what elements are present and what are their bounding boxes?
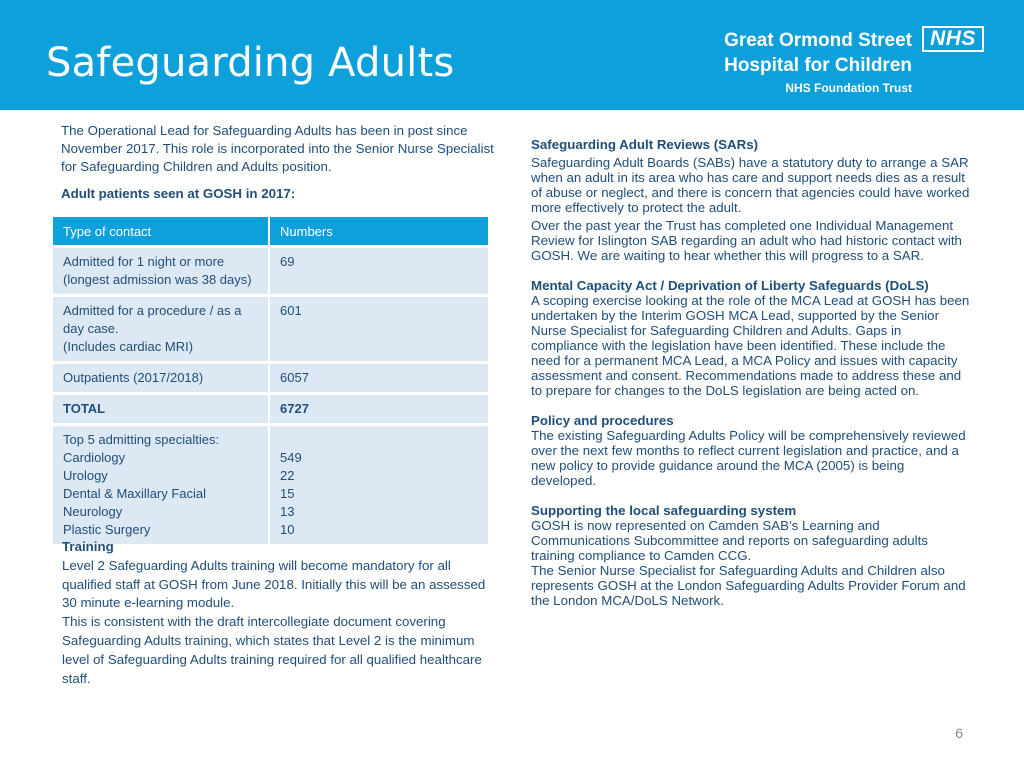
specialty-name: Plastic Surgery — [63, 522, 151, 537]
table-cell-value: 601 — [270, 297, 488, 361]
sars-heading: Safeguarding Adult Reviews (SARs) — [531, 137, 759, 152]
training-section — [62, 538, 492, 688]
specialty-name: Cardiology — [63, 450, 126, 465]
page-title: Safeguarding Adults — [46, 40, 455, 86]
table-header-type: Type of contact — [53, 217, 270, 245]
specialty-value: 13 — [280, 504, 295, 519]
policy-paragraph: The existing Safeguarding Adults Policy will be comprehensively reviewed over the next few months to reflect current legislation and practice, and a new policy to provide guidance around the MCA (2005) is being developed. — [531, 428, 966, 488]
table-cell-label — [53, 364, 270, 392]
table-row-specialties — [53, 426, 488, 544]
specialty-value: 549 — [280, 450, 302, 465]
mca-section — [531, 278, 971, 398]
mca-heading: Mental Capacity Act / Deprivation of Liberty Safeguards (DoLS) — [531, 278, 929, 293]
cell-line: TOTAL — [63, 401, 106, 416]
sars-paragraph-1: Safeguarding Adult Boards (SABs) have a statutory duty to arrange a SAR when an adult in its area who has care and support needs dies as a result of abuse or neglect, and there is concern that agencies could have worked more effectively to protect the adult. — [531, 155, 970, 215]
training-body-2: This is consistent with the draft intercollegiate document covering Safeguarding Adults training, which states that Level 2 is the minimum level of Safeguarding Adults training required for all qualified healthcare staff. — [62, 614, 482, 686]
specialty-value: 10 — [280, 522, 295, 537]
table-row — [53, 364, 488, 392]
local-system-section — [531, 503, 971, 608]
table-cell-label — [53, 248, 270, 294]
cell-line: (Includes cardiac MRI) — [63, 339, 194, 354]
gosh-nhs-logo — [684, 26, 984, 98]
specialty-name: Urology — [63, 468, 108, 483]
logo-line-1: Great Ormond Street — [724, 30, 912, 51]
table-cell-value — [270, 426, 488, 544]
table-cell-value: 6057 — [270, 364, 488, 392]
cell-line: Admitted for a procedure / as a — [63, 303, 242, 318]
page-number: 6 — [955, 725, 963, 741]
table-cell-label — [53, 395, 270, 423]
specialty-value: 22 — [280, 468, 295, 483]
local-system-paragraph-1: GOSH is now represented on Camden SAB’s Learning and Communications Subcommittee and reports on safeguarding adults training compliance to Camden CCG. — [531, 518, 928, 563]
table-cell-label — [53, 426, 270, 544]
table-cell-label — [53, 297, 270, 361]
training-heading: Training — [62, 539, 114, 554]
table-header-numbers: Numbers — [270, 217, 488, 245]
header-bar — [0, 0, 1024, 110]
contacts-table — [53, 214, 488, 547]
patients-heading: Adult patients seen at GOSH in 2017: — [61, 186, 296, 201]
table-row — [53, 248, 488, 294]
sars-section — [531, 137, 971, 263]
table-header-row — [53, 217, 488, 245]
intro-paragraph: The Operational Lead for Safeguarding Adults has been in post since November 2017. This role is incorporated into the Senior Nurse Specialist for Safeguarding Children and Adults position. — [61, 123, 494, 174]
specialty-name: Neurology — [63, 504, 123, 519]
training-body: Level 2 Safeguarding Adults training will become mandatory for all qualified staff at GOSH from June 2018. Initially this will be an assessed 30 minute e-learning module. — [62, 557, 486, 611]
nhs-badge: NHS — [922, 26, 984, 52]
cell-line: Admitted for 1 night or more — [63, 254, 225, 269]
cell-line: (longest admission was 38 days) — [63, 272, 252, 287]
policy-heading: Policy and procedures — [531, 413, 674, 428]
table-cell-value: 6727 — [270, 395, 488, 423]
sars-paragraph-2: Over the past year the Trust has completed one Individual Management Review for Islington SAB regarding an adult who had historic contact with GOSH. We are waiting to hear whether this will progress to a SAR. — [531, 218, 962, 263]
cell-line: day case. — [63, 321, 119, 336]
table-cell-value: 69 — [270, 248, 488, 294]
local-system-paragraph-2: The Senior Nurse Specialist for Safeguarding Adults and Children also represents GOSH at the London Safeguarding Adults Provider Forum and the London MCA/DoLS Network. — [531, 563, 966, 608]
right-column — [531, 137, 971, 623]
policy-section — [531, 413, 971, 488]
specialties-heading: Top 5 admitting specialties: — [63, 432, 220, 447]
logo-line-2: Hospital for Children — [724, 55, 912, 76]
specialty-value: 15 — [280, 486, 295, 501]
table-row — [53, 297, 488, 361]
logo-line-3: NHS Foundation Trust — [785, 81, 912, 95]
table-row-total — [53, 395, 488, 423]
specialty-name: Dental & Maxillary Facial — [63, 486, 207, 501]
local-system-heading: Supporting the local safeguarding system — [531, 503, 797, 518]
cell-line: Outpatients (2017/2018) — [63, 370, 204, 385]
spacer — [280, 431, 478, 449]
mca-paragraph: A scoping exercise looking at the role of the MCA Lead at GOSH has been undertaken by the Interim GOSH MCA Lead, supported by the Senior Nurse Specialist for Safeguarding Children and Adults. Gaps in compliance with the legislation have been identified. These include the need for a permanent MCA Lead, a MCA Policy and issues with capacity assessment and consent. Recommendations made to address these and to prepare for changes to the DoLS legislation are being acted on. — [531, 293, 970, 398]
